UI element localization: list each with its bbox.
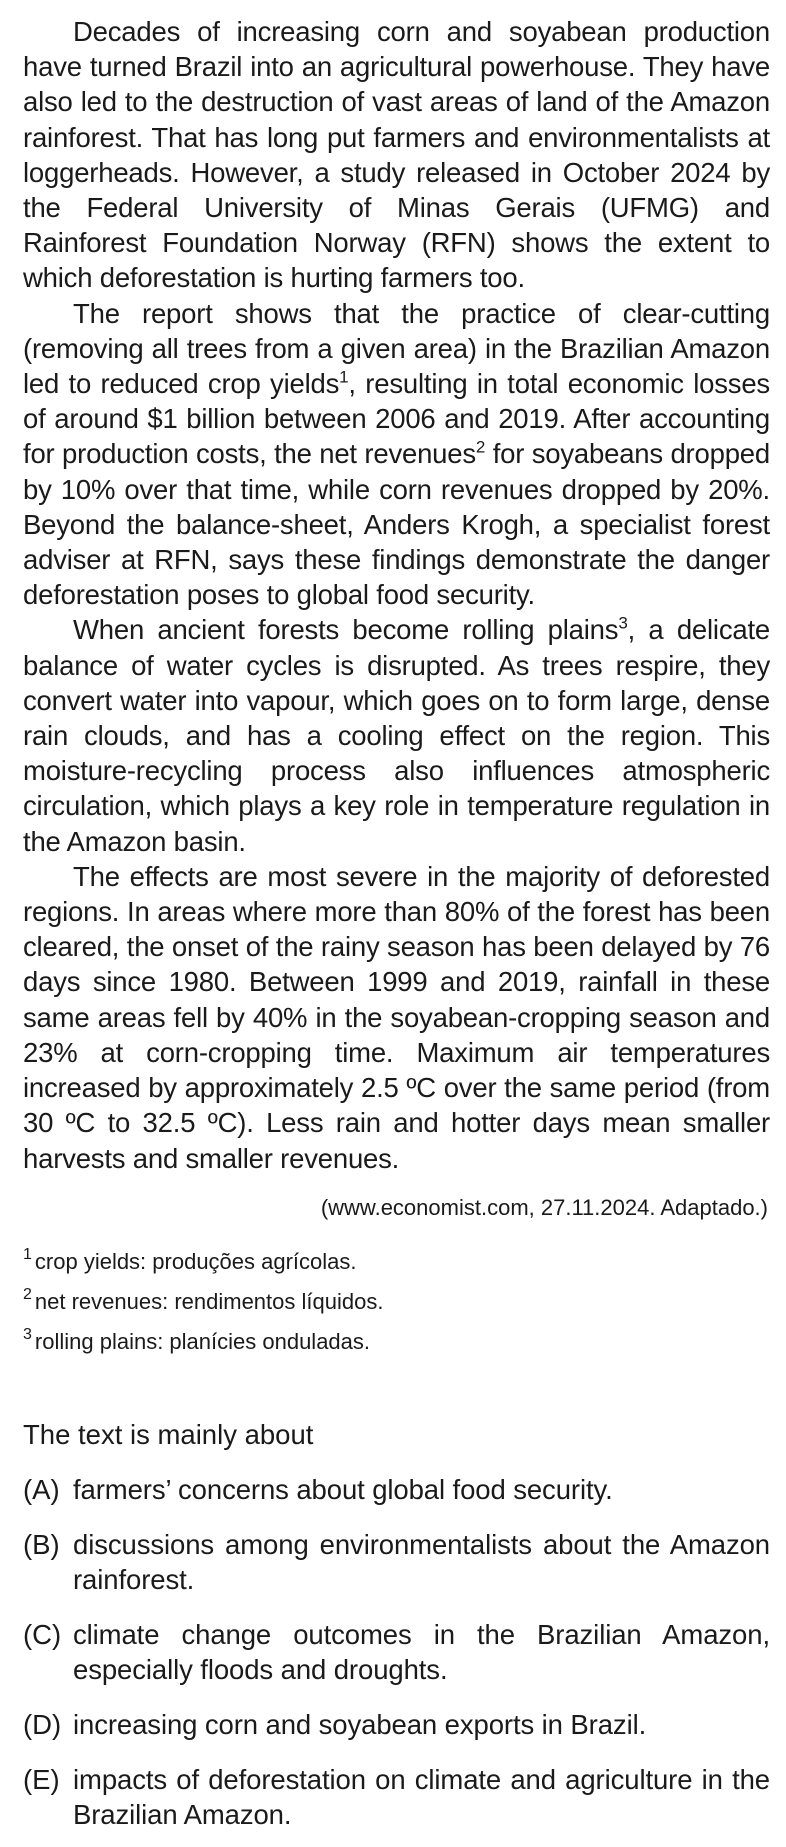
paragraph-4 <box>23 859 770 1176</box>
question-stem: The text is mainly about <box>23 1418 314 1450</box>
paragraph-2-part-a: The report shows that the practice of clear-cutting (removing all trees from a given area) in the Brazilian Amazon led to reduced crop yields <box>23 297 770 400</box>
glossary-text: rolling plains: planícies onduladas. <box>34 1328 371 1354</box>
glossary-number: 2 <box>23 1285 32 1303</box>
glossary-note <box>23 1322 770 1362</box>
paragraph-3-part-a: When ancient forests become rolling plains <box>73 614 619 646</box>
option-letter: (B) <box>23 1528 60 1560</box>
glossary-note <box>23 1242 770 1282</box>
glossary-number: 1 <box>23 1245 32 1263</box>
option-text: discussions among environmentalists about the Amazon rainforest. <box>73 1528 770 1595</box>
footnote-ref-1: 1 <box>339 367 349 387</box>
option-b[interactable] <box>23 1527 770 1597</box>
option-text: climate change outcomes in the Brazilian Amazon, especially floods and droughts. <box>73 1618 770 1685</box>
glossary <box>23 1242 770 1362</box>
option-d[interactable] <box>23 1707 770 1742</box>
paragraph-4-text: The effects are most severe in the majority of deforested regions. In areas where more than 80% of the forest has been cleared, the onset of the rainy season has been delayed by 76 days since 1980. Between 1999 and 2019, rainfall in these same areas fell by 40% in the soyabean-cropping season and 23% at corn-cropping time. Maximum air temperatures increased by approximately 2.5 ºC over the same period (from 30 ºC to 32.5 ºC). Less rain and hotter days mean smaller harvests and smaller revenues. <box>23 860 770 1174</box>
option-c[interactable] <box>23 1617 770 1687</box>
option-text: increasing corn and soyabean exports in Brazil. <box>73 1708 647 1740</box>
glossary-number: 3 <box>23 1325 32 1343</box>
option-letter: (E) <box>23 1763 60 1795</box>
glossary-note <box>23 1282 770 1322</box>
paragraph-2-part-c: for soyabeans dropped by 10% over that time, while corn revenues dropped by 20%. Beyond the balance-sheet, Anders Krogh, a specialist forest adviser at RFN, says these findings demonstrate the danger deforestation poses to global food security. <box>23 438 770 611</box>
option-a[interactable] <box>23 1472 770 1507</box>
paragraph-1-text: Decades of increasing corn and soyabean production have turned Brazil into an agricultural powerhouse. They have also led to the destruction of vast areas of land of the Amazon rainforest. That has long put farmers and environmentalists at loggerheads. However, a study released in October 2024 by the Federal University of Minas Gerais (UFMG) and Rainforest Foundation Norway (RFN) shows the extent to which deforestation is hurting farmers too. <box>23 16 770 294</box>
paragraph-3 <box>23 612 770 858</box>
option-e[interactable] <box>23 1762 770 1832</box>
option-letter: (D) <box>23 1708 62 1740</box>
article-text <box>23 14 770 1176</box>
source-citation: (www.economist.com, 27.11.2024. Adaptado.) <box>320 1194 768 1220</box>
option-text: farmers’ concerns about global food security. <box>73 1473 613 1505</box>
footnote-ref-2: 2 <box>475 437 486 457</box>
glossary-text: net revenues: rendimentos líquidos. <box>34 1288 384 1314</box>
glossary-text: crop yields: produções agrícolas. <box>34 1248 357 1274</box>
paragraph-1 <box>23 14 770 296</box>
paragraph-2-part-b: , resulting in total economic losses of around $1 billion between 2006 and 2019. After accounting for production costs, the net revenues <box>23 368 770 470</box>
paragraph-3-part-b: , a delicate balance of water cycles is disrupted. As trees respire, they convert water into vapour, which goes on to form large, dense rain clouds, and has a cooling effect on the region. This moisture-recycling process also influences atmospheric circulation, which plays a key role in temperature regulation in the Amazon basin. <box>23 614 770 857</box>
option-letter: (C) <box>23 1618 62 1650</box>
paragraph-2 <box>23 296 770 613</box>
footnote-ref-3: 3 <box>618 613 628 633</box>
answer-options <box>23 1472 770 1832</box>
option-text: impacts of deforestation on climate and agriculture in the Brazilian Amazon. <box>73 1763 770 1830</box>
option-letter: (A) <box>23 1473 60 1505</box>
